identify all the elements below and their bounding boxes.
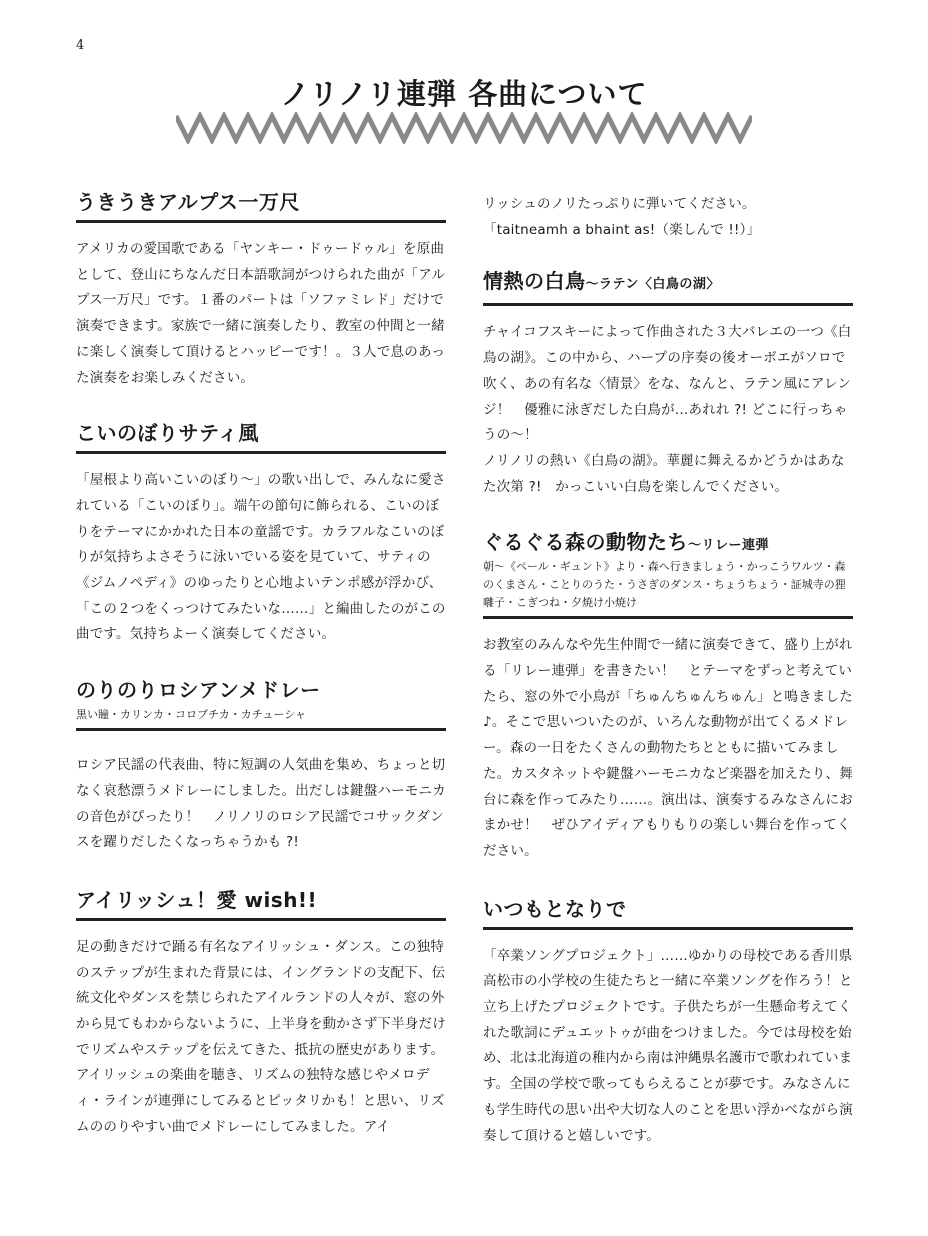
section-body: 足の動きだけで踊る有名なアイリッシュ・ダンス。この独特のステップが生まれた背景には、イングランドの支配下、伝統文化やダンスを禁じられたアイルランドの人々が、窓の外から見てもわからないように、上半身を動かさず下半身だけでリズムやステップを伝えてきた、抵抗の歴史があります。 [76,938,446,1058]
heading-rule [483,616,853,619]
continued-text: 「taitneamh a bhaint as!（楽しんで !!）」 [483,221,761,238]
heading-rule [76,918,446,921]
section-body: 「屋根より高いこいのぼり〜」の歌い出しで、みんなに愛されている「こいのぼり」。端午の節句に飾られる、こいのぼりをテーマにかかれた日本の童謡です。カラフルなこいのぼりが気持ちよさそうに泳いでいる姿を見ていて、サティの《ジムノペディ》のゆったりと心地よいテンポ感が浮かび、「この２つをくっつけてみたいな……」と編曲したのがこの曲です。気持ちよーく演奏してください。 [76,472,446,643]
section-heading: のりのりロシアンメドレー [76,678,321,703]
heading-rule [76,728,446,731]
section-heading: アイリッシュ！愛 wish!! [76,887,318,912]
zigzag-divider [176,112,752,144]
section-body: ロシア民謡の代表曲、特に短調の人気曲を集め、ちょっと切なく哀愁漂うメドレーにしました。出だしは鍵盤ハーモニカの音色がぴったり！ ノリノリのロシア民謡でコサックダンスを躍りだしたくなっちゃうかも ?! [76,757,446,851]
heading-rule [483,927,853,930]
section-heading: こいのぼりサティ風 [76,421,259,446]
section-subtitle: 朝〜《ペール・ギュント》より・森へ行きましょう・かっこうワルツ・森のくまさん・ことりのうた・うさぎのダンス・ちょうちょう・証城寺の狸囃子・こぎつね・夕焼け小焼け [483,560,846,610]
section-koinobori [76,419,446,648]
continued-text: リッシュのノリたっぷりに弾いてください。 [483,196,756,212]
heading-rule [76,451,446,454]
right-column [483,192,853,1149]
heading-main: 情熱の白鳥 [483,269,586,294]
section-body: アメリカの愛国歌である「ヤンキー・ドゥードゥル」を原曲として、登山にちなんだ日本語歌詞がつけられた曲が「アルプス一万尺」です。１番のパートは「ソファミレド」だけで演奏できます。家族で一緒に演奏したり、教室の仲間と一緒に楽しく演奏して頂けるとハッピーです！。３人で息のあった演奏をお楽しみください。 [76,241,446,386]
section-heading: いつもとなりで [483,896,627,921]
section-forest-animals [483,528,853,864]
section-body: チャイコフスキーによって作曲された３大バレエの一つ《白鳥の湖》。この中から、ハープの序奏の後オーボエがソロで吹く、あの有名な〈情景〉をな、なんと、ラテン風にアレンジ！ 優雅に泳ぎだした白鳥が…あれれ ?! どこに行っちゃうの〜！ [483,324,852,444]
section-swan [483,267,853,500]
section-russian-medley [76,676,446,856]
heading-suffix: 〜ラテン〈白鳥の湖〉 [585,277,720,293]
section-ukiuki [76,188,446,391]
section-body: 「卒業ソングプロジェクト」……ゆかりの母校である香川県高松市の小学校の生徒たちと一緒に卒業ソングを作ろう！と立ち上げたプロジェクトです。子供たちが一生懸命考えてくれた歌詞にデュエットゥが曲をつけました。今では母校を始め、北は北海道の稚内から南は沖縄県名護市で歌われています。全国の学校で歌ってもらえることが夢です。みなさんにも学生時代の思い出や大切な人のことを思い浮かべながら演奏して頂けると嬉しいです。 [483,947,853,1144]
section-body: お教室のみんなや先生仲間で一緒に演奏できて、盛り上がれる「リレー連弾」を書きたい！ とテーマをずっと考えていたら、窓の外で小鳥が「ちゅんちゅんちゅん」と鳴きました♪。そこで思いついたのが、いろんな動物が出てくるメドレー。森の一日をたくさんの動物たちとともに描いてみました。カスタネットや鍵盤ハーモニカなど楽器を加えたり、舞台に森を作ってみたり……。演出は、演奏するみなさんにおまかせ！ ぜひアイディアもりもりの楽しい舞台を作ってください。 [483,637,853,859]
left-column [76,188,446,1141]
section-subtitle: 黒い瞳・カリンカ・コロブチカ・カチューシャ [76,708,307,722]
heading-suffix: 〜リレー連弾 [688,538,770,554]
section-heading [483,267,853,303]
section-irish [76,886,446,1141]
heading-rule [76,220,446,223]
section-body: ノリノリの熱い《白鳥の湖》。華麗に舞えるかどうかはあなた次第 ?! かっこいい白鳥を楽しんでください。 [483,452,845,495]
section-heading [483,528,853,560]
heading-main: ぐるぐる森の動物たち [483,530,688,555]
page-title: ノリノリ連弾 各曲について [280,77,648,111]
heading-rule [483,303,853,306]
page-number: 4 [76,38,85,53]
section-itsumo-tonari [483,895,853,1150]
section-heading: うきうきアルプス一万尺 [76,190,300,214]
section-body: アイリッシュの楽曲を聴き、リズムの独特な感じやメロディ・ラインが連弾にしてみるとピッタリかも！と思い、リズムののりやすい曲でメドレーにしてみました。アイ [76,1067,445,1135]
